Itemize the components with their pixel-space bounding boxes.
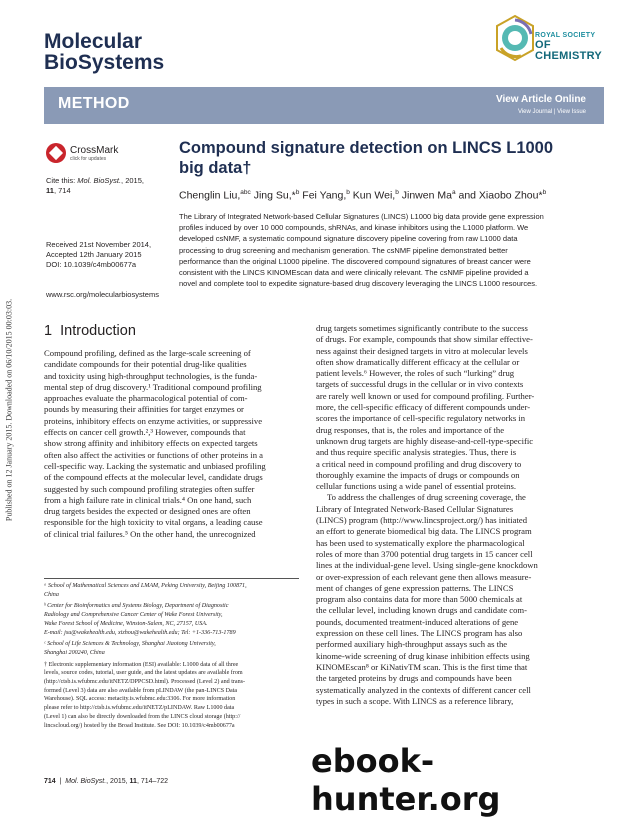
footer-journal: Mol. BioSyst.	[65, 778, 107, 785]
body-text-line: Compound profiling, defined as the large-scale screening of	[44, 348, 251, 358]
author-name[interactable]: Jinwen Ma	[398, 189, 452, 202]
footnote-line: Radiology and Comprehensive Cancer Center of Wake Forest University,	[44, 612, 223, 619]
body-text-line: roles of more than 3700 potential drug targets in 15 cancer cell	[316, 548, 533, 559]
view-article-online-link[interactable]: View Article Online	[495, 94, 586, 105]
journal-title-line1: Molecular	[44, 30, 143, 53]
body-text-line: approaches evaluate the pharmacological potential of com-	[44, 393, 248, 404]
body-text-line: KINOMEscan⁸ or KiNativTM scan. This is the first time that	[316, 661, 528, 672]
abstract-line: consistent with the LINCS KINOMEscan data and were clinically relevant. The csNMF pipeline provided a	[179, 268, 529, 278]
body-text-line: of the compound effects at the molecular level, candidate drugs	[44, 472, 263, 483]
body-text-line: and toxicity using high-throughput technologies, is the funda-	[44, 370, 258, 381]
footnotes	[44, 580, 301, 730]
footnote-line: formed (Level 3) data are also available from pLINDAW (the pan-LINCS Data	[44, 687, 238, 694]
body-text-line: an effort to generate biomedical big data. The LINCS program	[316, 526, 532, 537]
page-footer: 714 | Mol. BioSyst., 2015, 11, 714–722	[44, 778, 169, 785]
footer-pages: , 714–722	[136, 778, 169, 785]
body-text-line: suggested by such compound profiling strategies often suffer	[44, 483, 255, 494]
abstract-line: developed csNMF, a systematic compound signature discovery pipeline covering from raw L1000 data	[179, 234, 518, 244]
body-text-line: often show dramatically different efficacy at the cellular or	[316, 356, 520, 367]
citation-info	[46, 176, 144, 196]
abstract-line: The Library of Integrated Network-based Cellular Signatures (LINCS) L1000 big data provide gene expression	[179, 212, 544, 221]
author-name[interactable]: Fei Yang,	[299, 189, 347, 202]
doi[interactable]: DOI: 10.1039/c4mb00677a	[46, 260, 137, 269]
affiliation-c	[44, 640, 301, 657]
body-text-line: more, the cell-specific efficacy of different compounds under-	[316, 402, 531, 413]
abstract-line: profiles induced by over 10 000 compounds, shRNAs, and kinase inhibitors using the L1000 platform. We	[179, 223, 529, 233]
watermark	[311, 742, 617, 818]
body-text-line: scores the importance of cell-specific regulatory networks in	[316, 413, 526, 424]
body-text-line: mental step of drug discovery.¹ Traditional compound profiling	[44, 381, 262, 392]
body-text-line: show strong affinity and inhibitory effects on expected targets	[44, 438, 258, 449]
footnote-line: Wake Forest School of Medicine, Winston-Salem, NC, 27157, USA.	[44, 620, 208, 627]
body-text-line: of clinical trial failures.⁵ On the other hand, the unrecognized	[44, 528, 256, 539]
esi-note	[44, 661, 301, 731]
affiliation-marker: b	[542, 189, 547, 196]
footnote-line: (http://ctsb.is.wfubmc.edu/itNETZ/DPPCSD.html). Processed (Level 2) and trans-	[44, 679, 246, 686]
body-text-line: of drugs. For example, compounds that show similar effective-	[316, 334, 533, 345]
body-text-line: effects on cancer cell growth.²,³ However, compounds that	[44, 427, 246, 438]
footnote-line: (Level 1) can also be directly downloaded from the LINCS cloud storage (http://	[44, 713, 241, 720]
footnote-line: Shanghai 200240, China	[44, 649, 105, 656]
footnote-line: ᵇ Center for Bioinformatics and Systems Biology, Department of Diagnostic	[44, 603, 229, 610]
body-text-line: has been used to systematically explore the pharmacological	[316, 537, 525, 548]
body-text-line: and thus require specific analysis strategies. Thus, there is	[316, 447, 517, 458]
paragraph	[316, 492, 604, 707]
author-name[interactable]: Kun Wei,	[349, 189, 396, 202]
body-text-line: Library of Integrated Network-Based Cellular Signatures	[316, 503, 514, 514]
body-text-line: (LINCS) program (http://www.lincsproject.org/) has initiated	[316, 515, 528, 526]
body-text-line: kinome-wide screening of drug kinase inhibition effects using	[316, 650, 530, 661]
author-name[interactable]: and Xiaobo Zhou*	[455, 189, 543, 202]
journal-website-link[interactable]: www.rsc.org/molecularbiosystems	[46, 290, 159, 299]
footnote-line: lincscloud.org/) hosted by the Broad Institute. See DOI: 10.1039/c4mb00677a	[44, 722, 235, 729]
cite-year: , 2015,	[121, 176, 144, 185]
publisher-line1: ROYAL SOCIETY	[535, 32, 596, 39]
crossmark-label: CrossMark	[70, 145, 119, 156]
page-number: 714	[44, 778, 56, 785]
footnote-line: China	[44, 591, 59, 598]
body-text-line: pounds by measuring their affinities for target enzymes or	[44, 404, 244, 415]
body-text-line: are rarely well known or used for compound profiling. Further-	[316, 390, 535, 401]
title-line1: Compound signature detection on LINCS L1000	[179, 139, 554, 157]
body-text-line: thoroughly examine the impacts of drugs or compounds on	[316, 469, 520, 480]
journal-title[interactable]	[44, 31, 164, 73]
affiliation-marker: abc	[240, 189, 251, 196]
paragraph	[316, 323, 604, 492]
body-text-line: drug targets besides the expected or designed ones are often	[44, 506, 251, 517]
article-dates	[46, 240, 151, 270]
body-text-line: cell-specific way. Lacking the systematic and unbiased profiling	[44, 460, 266, 471]
abstract-line: performance than the original L1000 pipeline. The discovered compound signatures of breast cancer were	[179, 256, 531, 266]
body-text-line: types in such a scope. With LINCS as a reference library,	[316, 695, 514, 706]
section-title: Introduction	[60, 323, 136, 339]
side-note-text: Published on 12 January 2015. Downloaded on 06/10/2015 00:03:03.	[4, 298, 14, 522]
cite-pages: , 714	[53, 186, 71, 195]
author-name[interactable]: Chenglin Liu,	[179, 189, 241, 202]
author-list	[179, 186, 609, 203]
body-text-line: from a high failure rate in clinical trials.⁴ On one hand, such	[44, 494, 252, 505]
body-text-line: drug responses, that is, the roles and importance of the	[316, 424, 505, 435]
body-text-line: lines at the individual-gene level. Using single-gene knockdown	[316, 560, 538, 571]
footnote-line: please refer to http://ctsb.is.wfubmc.edu/itNETZ/pLINDAW. Raw L1000 data	[44, 705, 235, 712]
crossmark-badge[interactable]	[46, 143, 154, 163]
cite-volume: 11	[46, 186, 54, 195]
cite-label: Cite this:	[46, 176, 76, 185]
body-left-column	[44, 348, 299, 540]
body-text-line: the targeted proteins by drugs and compounds have been	[316, 673, 512, 684]
rsc-logo-icon	[491, 14, 539, 64]
body-right-column	[316, 323, 604, 707]
body-text-line: the cellular level, including known drugs and candidate com-	[316, 605, 528, 616]
footer-year: , 2015,	[106, 778, 128, 785]
section-number: 1	[44, 323, 53, 339]
publisher-line2: OF CHEMISTRY	[535, 39, 603, 62]
article-title	[179, 138, 599, 178]
body-text-line: candidate compounds for their potential drug-like qualities	[44, 359, 247, 370]
author-name[interactable]: Jing Su,*	[250, 189, 296, 202]
body-text-line: expression on these cell lines. The LINCS program has also	[316, 628, 523, 639]
body-text-line: To address the challenges of drug screening coverage, the	[327, 492, 526, 503]
footer-volume: 11	[129, 778, 137, 785]
affiliation-marker: b	[295, 189, 300, 196]
footnote-line: ᶜ School of Life Sciences & Technology, Shanghai Jiaotong University,	[44, 641, 216, 648]
footnote-line: levels, source codes, tutorial, user guide, and the latest updates are available from	[44, 670, 243, 677]
affiliation-a	[44, 582, 301, 599]
body-text-line: drug targets sometimes significantly contribute to the success	[316, 323, 528, 333]
abstract-line: novel and complete tool to expedite signature-based drug discovery leveraging the LINCS L1000 resources.	[179, 279, 538, 289]
section-heading	[44, 323, 136, 339]
body-text-line: or over-expression of each relevant gene then allows measure-	[316, 571, 532, 582]
body-text-line: often also affect the activities or functions of other proteins in a	[44, 449, 263, 460]
body-text-line: ness against their designed targets in vitro at molecular levels	[316, 345, 528, 356]
body-text-line: ment of changes of gene expression patterns. The LINCS	[316, 582, 514, 593]
abstract-line: processing to drug screening and mechanism generation. The csNMF pipeline demonstrated better	[179, 245, 508, 255]
body-text-line: pounds, documented treatment-induced alterations of gene	[316, 616, 519, 627]
publication-side-note	[2, 210, 16, 610]
affiliation-marker: b	[395, 189, 399, 196]
publisher-name	[535, 32, 620, 62]
body-text-line: performed auxiliary high-throughput assays such as the	[316, 639, 508, 650]
body-text-line: patient levels.⁶ However, the roles of such “lurking” drug	[316, 368, 515, 379]
body-text-line: systematically analyzed in the contexts of different cancer cell	[316, 684, 531, 695]
footnote-line: † Electronic supplementary information (ESI) available: L1000 data of all three	[44, 661, 239, 668]
cite-journal: Mol. BioSyst.	[77, 176, 122, 185]
received-date: Received 21st November 2014,	[46, 240, 152, 249]
journal-issue-links[interactable]: View Journal | View Issue	[517, 109, 586, 115]
crossmark-sublabel: click for updates	[70, 156, 107, 162]
footnote-line: E-mail: jsu@wakehealth.edu, xizhou@wakehealth.edu; Tel: +1-336-713-1789	[44, 629, 236, 636]
body-text-line: cellular functions using a wide panel of essential proteins.	[316, 481, 516, 492]
body-text-line: unknown drug targets are highly disease-and-cell-type-specific	[316, 435, 534, 446]
article-type-banner	[44, 87, 604, 124]
body-text-line: responsible for the high toxicity to vital organs, a leading cause	[44, 517, 263, 528]
affiliation-marker: a	[451, 189, 456, 196]
abstract	[179, 211, 605, 289]
body-text-line: program also contains data for more than 5000 chemicals at	[316, 594, 523, 605]
article-type-label: METHOD	[58, 95, 130, 112]
affiliation-marker: b	[346, 189, 350, 196]
title-line2: big data†	[179, 159, 252, 177]
affiliation-b	[44, 602, 301, 637]
body-text-line: targets of successful drugs in the cellular or in vivo contexts	[316, 379, 524, 390]
watermark-text: ebook-hunter.org	[311, 742, 501, 818]
accepted-date: Accepted 12th January 2015	[46, 250, 142, 259]
crossmark-icon	[46, 143, 66, 163]
journal-title-line2: BioSystems	[44, 51, 165, 74]
footnote-line: ᵃ School of Mathematical Sciences and LMAM, Peking University, Beijing 100871,	[44, 583, 247, 589]
footnote-divider	[44, 578, 299, 579]
body-text-line: a critical need in compound profiling and drug discovery to	[316, 458, 522, 469]
footnote-line: Warehouse). SQL access: metacity.is.wfubmc.edu:3306. For more information	[44, 696, 236, 703]
body-text-line: proteins, inhibitory effects on enzyme activities, or suppressive	[44, 415, 263, 426]
